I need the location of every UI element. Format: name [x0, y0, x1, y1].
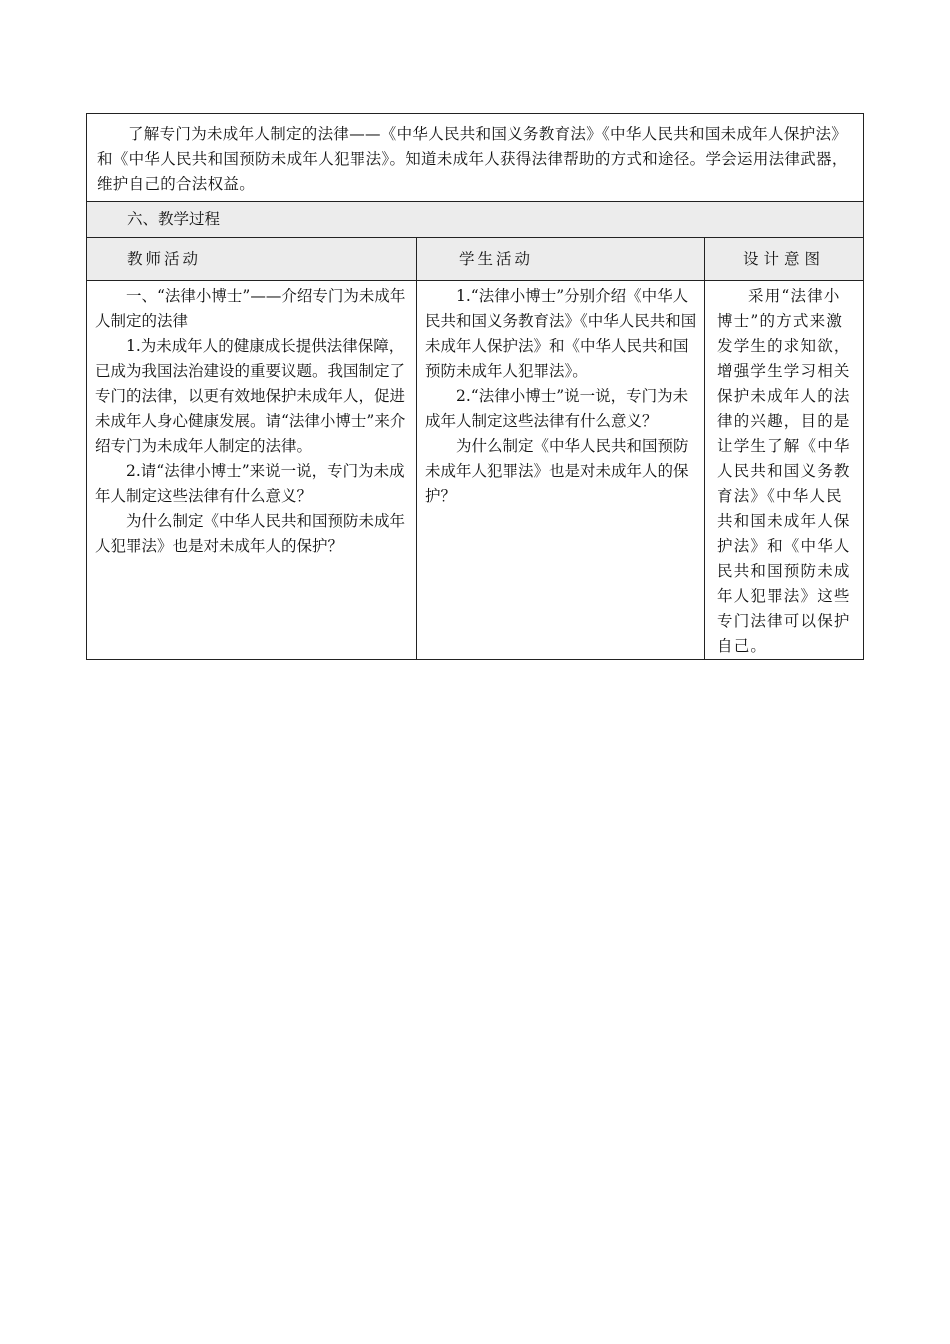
design-column-header: 设计意图 [705, 238, 864, 281]
section-row [87, 202, 864, 238]
student-paragraph: 2.“法律小博士”说一说，专门为未成年人制定这些法律有什么意义？ [425, 387, 689, 430]
student-paragraph: 1.“法律小博士”分别介绍《中华人民共和国义务教育法》《中华人民共和国未成年人保护法》和《中华人民共和国预防未成年人犯罪法》。 [425, 287, 697, 380]
column-header-row [87, 238, 864, 281]
student-activity-cell [417, 281, 705, 660]
section-title: 六、教学过程 [87, 202, 864, 238]
teacher-paragraph: 2.请“法律小博士”来说一说，专门为未成年人制定这些法律有什么意义？ [95, 462, 405, 505]
objectives-text: 了解专门为未成年人制定的法律——《中华人民共和国义务教育法》《中华人民共和国未成年人保护法》和《中华人民共和国预防未成年人犯罪法》。知道未成年人获得法律帮助的方式和途径。学会运用法律武器，维护自己的合法权益。 [97, 125, 848, 193]
teacher-paragraph: 1.为未成年人的健康成长提供法律保障，已成为我国法治建设的重要议题。我国制定了专门的法律，以更有效地保护未成年人，促进未成年人身心健康发展。请“法律小博士”来介绍专门为未成年人制定的法律。 [95, 337, 406, 455]
activity-row [87, 281, 864, 660]
design-paragraph: 采用“法律小博士”的方式来激发学生的求知欲，增强学生学习相关保护未成年人的法律的兴趣，目的是让学生了解《中华人民共和国义务教育法》《中华人民共和国未成年人保护法》和《中华人民共和国预防未成年人犯罪法》这些专门法律可以保护自己。 [717, 287, 851, 655]
objectives-cell [87, 114, 864, 202]
teacher-paragraph: 为什么制定《中华人民共和国预防未成年人犯罪法》也是对未成年人的保护？ [95, 512, 406, 555]
lesson-plan-table [86, 113, 864, 660]
student-column-header: 学生活动 [417, 238, 705, 281]
objectives-row [87, 114, 864, 202]
teacher-paragraph: 一、“法律小博士”——介绍专门为未成年人制定的法律 [95, 287, 406, 330]
teacher-column-header: 教师活动 [87, 238, 417, 281]
teacher-activity-cell [87, 281, 417, 660]
design-intent-cell [705, 281, 864, 660]
student-paragraph: 为什么制定《中华人民共和国预防未成年人犯罪法》也是对未成年人的保护？ [425, 437, 689, 505]
